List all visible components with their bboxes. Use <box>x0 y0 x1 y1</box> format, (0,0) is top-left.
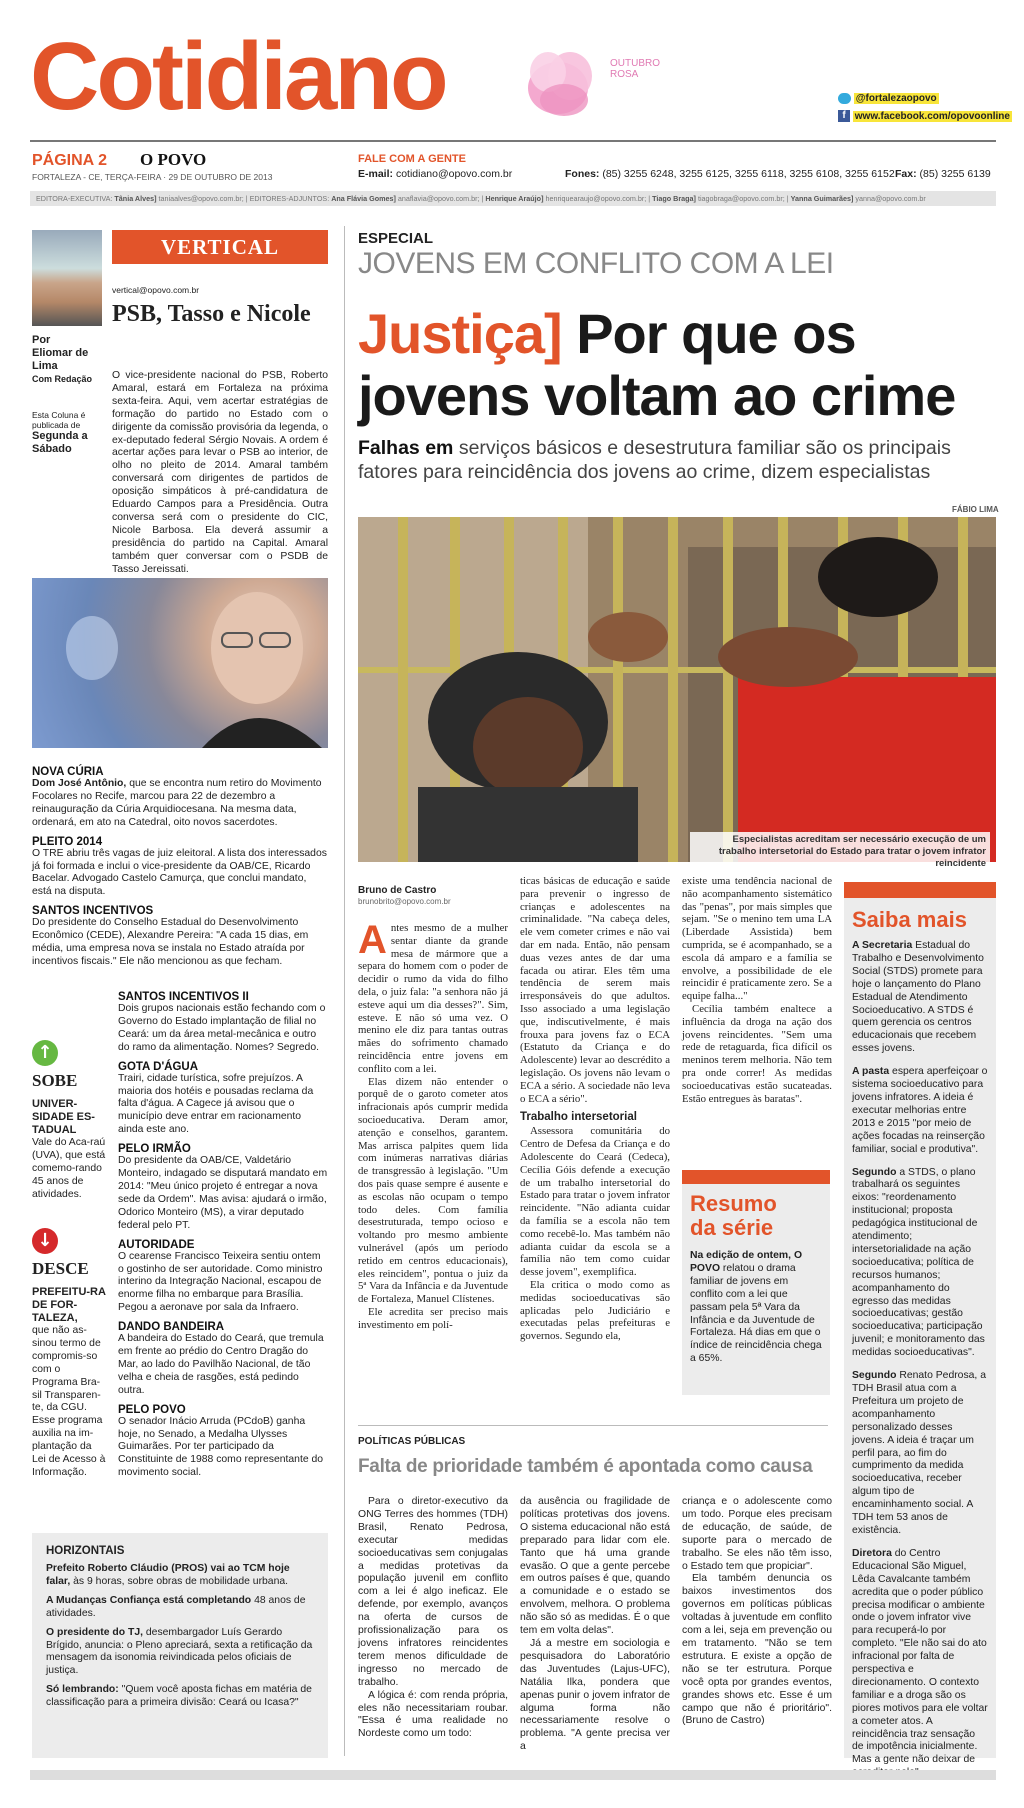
twitter-link[interactable]: @fortalezaopovo <box>838 92 939 106</box>
politicas-col-1: Para o diretor-executivo da ONG Terres des hommes (TDH) Brasil, Renato Pedrosa, executar medidas socioeducativas sem conjugalas a medidas protetivas da população juvenil em conflito com a lei é algo ineficaz. Ele defende, por exemplo, avanços na oferta de cursos de profissionalização para os jovens infratores reincidentes terem menos dificuldade de ingresso no mercado de trabalho. A lógica é: com renda própria, eles não necessitariam roubar. "Essa é uma realidade no Nordeste como um todo: <box>358 1496 508 1740</box>
arrow-up-icon: ↑ <box>32 1040 58 1066</box>
dropcap: A <box>358 918 387 962</box>
bishop-photo <box>32 578 328 748</box>
main-photo <box>358 517 996 862</box>
note-title: NOVA CÚRIA <box>32 766 104 778</box>
vertical-body: O vice-presidente nacional do PSB, Roberto Amaral, estará em Fortaleza na próxima sexta-feira. Aqui, vem acertar estratégias de formação do partido no Estado com o dirigente da comissão provisória da legenda, o ex-deputado federal Sérgio Novais. A ordem é acertar ações para levar o PSB ao interior, de olho no pleito de 2014. Amaral também conversará com dirigentes de partidos de oposição simpáticos à pré-candidatura de Eduardo Campos para a Presidência. Outra conversa será com o presidente do CIC, Nicole Barbosa. Ela deverá assumir a presidência do partido na Capital. Amaral também quer conversar com o PSDB de Tasso Jereissati. <box>112 370 328 575</box>
desce-box: ↓ DESCE PREFEITU-RA DE FOR-TALEZA, que não as-sinou termo de compromis-so com o Programa Bra-sil Transparen-te, da CGU. Esse programa auxilia na im-plantação da Lei de Acesso à Informação. <box>32 1230 106 1478</box>
vertical-email: vertical@opovo.com.br <box>112 285 200 295</box>
contact-fax: Fax: (85) 3255 6139 <box>895 168 991 180</box>
fale-label: FALE COM A GENTE <box>358 153 466 165</box>
article-col-3: existe uma tendência nacional de não acompanhamento sistemático das "penas", por mais simples que sejam. "Se o menino tem uma LA (Liberdade Assistida) bem cumprida, se é acompanhado, se a escola dá amparo e a família se envolve, a possibilidade de ele reincidir é praticamente zero. Se a equipe falha..." Cecília também enaltece a influência da droga na ação dos jovens reincidentes. "Sem uma rede de retaguarda, fica difícil os meninos terem melhoria. Não tem pra onde correr! As medidas socioeducativas estão sucateadas. Estão entregues às baratas". <box>682 875 832 1105</box>
facebook-icon: f <box>838 110 850 122</box>
outubro-rosa-logo <box>518 42 608 126</box>
resumo-box: Resumo da série Na edição de ontem, O POVO relatou o drama familiar de jovens em conflito com a lei que passam pela 5ª Vara da Infância e da Juventude de Fortaleza. Há dias em que o índice de reincidência chega a 65%. <box>682 1170 830 1395</box>
footer-bar <box>30 1770 996 1780</box>
headline: Justiça] Por que os jovens voltam ao crime <box>358 302 956 427</box>
sobe-box: ↑ SOBE UNIVER-SIDADE ES-TADUAL Vale do Aca-raú (UVA), que está comemo-rando 45 anos de atividades. <box>32 1042 106 1200</box>
notes-column: NOVA CÚRIA Dom José Antônio, que se encontra num retiro do Movimento Focolares no Recife, marcou para 22 de dezembro a reinauguração da Cúria Arquidiocesana. Na mesma data, ordenará, em ato na Catedral, oito novos sacerdotes. PLEITO 2014 O TRE abriu três vagas de juiz eleitoral. A lista dos interessados já foi formada e inclui o vice-presidente da OAB/CE, Ricardo Bacelar. Advogado Castelo Camurça, que conclui mandato, está na disputa. SANTOS INCENTIVOS Do presidente do Conselho Estadual do Desenvolvimento Econômico (CEDE), Alexandre Pereira: "A cada 15 dias, em média, uma empresa nova se instala no Estado atraída por incentivos fiscais." Ele não mencionou as que fecham. <box>32 766 327 967</box>
politicas-col-2: da ausência ou fragilidade de políticas protetivas dos jovens. O sistema educacional não está preparado para lidar com ele. Tanto que há uma grande evasão. O que a gente percebe em outros países é que, quando a comunidade e o estado se envolvem, melhora. O problema não são só as medidas. É o que tem em volta delas". Já a mestre em sociologia e pesquisadora do Laboratório das Juventudes (Lajus-UFC), Natália Ilka, pondera que apenas punir o jovem infrator de alguma forma não necessariamente resolve o problema. "A gente precisa ver a <box>520 1496 670 1753</box>
vertical-title: PSB, Tasso e Nicole <box>112 301 311 327</box>
article-col-1: A ntes mesmo de a mulher sentar diante da grande mesa de mármore que a separa do homem com o poder de decidir o rumo da vida do filho dela, o juiz fala: "a senhora não já esteve aqui um dia desses?". Sim, esteve. E não só uma vez. O menino ele diz para tantas outras mães do sofrimento chamado reincidência entre jovens em conflito com a lei. Elas dizem não entender o porquê de o garoto cometer atos infracionais após cumprir medida socioeducativa. Deram amor, atenção e conselhos, garantem. Mas arrisca palpites quem lida com inúmeras narrativas diárias de transgressão à legislação. "Um dos pais quase sempre é ausente e as escolas não ocupam o tempo todo deles. Com família desestruturada, tempo ocioso e voltando pro mesmo ambiente vulnerável (após um período retido em centros educacionais), eles reincidem", pontua o juiz da 5ª Vara da Infância e da Juventude de Fortaleza, Manuel Clístenes. Ele acredita ser preciso mais investimento em polí- <box>358 918 508 1331</box>
note-title: SANTOS INCENTIVOS <box>32 905 154 918</box>
column-schedule: Esta Coluna é publicada de Segunda a Sábado <box>32 410 88 455</box>
politicas-col-3: criança e o adolescente como um todo. Porque eles precisam de educação, de saúde, de suporte para o mercado de trabalho. Se eles não têm isso, o Estado tem que propiciar". Ela também denuncia os baixos investimentos dos governos em políticas públicas voltadas à juventude em conflito com a lei, seja em prevenção ou em tratamento. "Não se tem estrutura. E existe a opção de não se ter estrutura. Porque você opta por grandes eventos, grandes shows etc. Esse é um campo que não é prioritário". (Bruno de Castro) <box>682 1496 832 1727</box>
article-kicker: ESPECIAL <box>358 230 434 247</box>
page-number: PÁGINA 2 <box>32 152 107 169</box>
outubro-rosa-label: OUTUBRO ROSA <box>610 58 660 80</box>
note-title: PLEITO 2014 <box>32 835 103 848</box>
horizontais-box: HORIZONTAIS Prefeito Roberto Cláudio (PROS) vai ao TCM hoje falar, às 9 horas, sobre obras de mobilidade urbana. A Mudanças Confiança está completando 48 anos de atividades. O presidente do TJ, desembargador Luís Gerardo Brígido, anuncia: o Pleno apreciará, sexta a retificação da mensagem da isonomia reivindicada pelos oficiais de justiça. Só lembrando: "Quem você aposta fichas em matéria de classificação para a primeira divisão: Ceará ou Icasa?" <box>32 1533 328 1758</box>
facebook-link[interactable]: f www.facebook.com/opovoonline <box>838 110 1012 124</box>
contact-phones: Fones: (85) 3255 6248, 3255 6125, 3255 6118, 3255 6108, 3255 6152 <box>565 168 895 180</box>
byline-email: brunobrito@opovo.com.br <box>358 897 451 906</box>
page-date: FORTALEZA - CE, TERÇA-FEIRA · 29 DE OUTUBRO DE 2013 <box>32 172 273 182</box>
masthead-title: Cotidiano <box>30 23 446 130</box>
author-byline: Por Eliomar de Lima Com Redação <box>32 334 93 384</box>
paper-name: O POVO <box>140 150 207 169</box>
photo-caption: Especialistas acreditam ser necessário execução de um trabalho intersetorial do Estado para tratar o jovem infrator reincidente <box>690 832 990 872</box>
byline: Bruno de Castro <box>358 885 437 896</box>
author-photo <box>32 230 102 326</box>
contact-email: E-mail: cotidiano@opovo.com.br <box>358 168 513 180</box>
politicas-title: Falta de prioridade também é apontada como causa <box>358 1456 813 1477</box>
article-col-2: ticas básicas de educação e saúde para prevenir o ingresso de crianças e adolescentes na criminalidade. "Na cabeça deles, ele vem cometer crimes e não vai dar em nada. Então, não pensam duas vezes antes de dar uma facada ou atirar. Eles têm uma tendência de serem mais irresponsáveis do que adultos. Isso associado a uma legislação que, indiscutivelmente, é mais frouxa para jovens faz o ECA (Estatuto da Criança e do Adolescente) levar ao descrédito a legislação. Os jovens não levam o ECA a sério. A sociedade não leva o ECA a sério". Trabalho intersetorial Assessora comunitária do Centro de Defesa da Criança e do Adolescente do Ceará (Cedeca), Cecília Góis defende a execução de um trabalho intersetorial do Estado para tratar o jovem infrator reincidente. "Não adianta cuidar da família se a escola não tem como recebê-lo. Mas também não adianta cuidar da escola se a família não tem como cuidar desse jovem", exemplifica. Ela critica o modo como as medidas socioeducativas são aplicadas pelo Judiciário e executadas pelas prefeituras e governos. Segundo ela, <box>520 875 670 1343</box>
article-series: JOVENS EM CONFLITO COM A LEI <box>358 247 834 280</box>
arrow-down-icon: ↓ <box>32 1228 58 1254</box>
photo-credit: FÁBIO LIMA <box>952 505 999 514</box>
saiba-box: Saiba mais A Secretaria Estadual do Trabalho e Desenvolvimento Social (STDS) promete para hoje o lançamento do Plano Estadual de Atendimento Socioeducativo. A STDS é quem gerencia os centros educacionais que recebem esses jovens. A pasta espera aperfeiçoar o sistema socioeducativo para jovens infratores. A ideia é executar melhorias entre 2013 e 2015 "por meio de ações focadas na reinserção familiar, social e produtiva". Segundo a STDS, o plano trabalhará os seguintes eixos: "reordenamento institucional; proposta pedagógica institucional de atendimento; intersetorialidade na ação socioeducativa; política de recursos humanos; acompanhamento do egresso das medidas socioeducativas; gestão socioeducativa; participação juvenil; e monitoramento das medidas socioeducativas". Segundo Renato Pedrosa, a TDH Brasil atua com a Prefeitura um projeto de acompanhamento personalizado desses jovens. A ideia é traçar um perfil para, ao fim do cumprimento da medida socioeducativa, receber algum tipo de encaminhamento social. A TDH tem 53 anos de existência. Diretora do Centro Educacional São Miguel, Lêda Cavalcante também acredita que o poder público precisa modificar o ambiente onde o jovem infrator vive para recuperá-lo por completo. "Ele não sai do ato infracional por falta de perspectiva e direcionamento. O contexto familiar e a droga são os piores motivos para ele voltar a cometer atos. A reincidência traz sensação de impotência inicialmente. Mas a gente não deixar de <box>844 882 996 1758</box>
twitter-icon <box>838 93 851 104</box>
notes-column-2: SANTOS INCENTIVOS II Dois grupos nacionais estão fechando com o Governo do Estado implantação de filial no Ceará: um da área metal-mecânica e outro do ramo da alimentação. Nomes? Segredo. GOTA D'ÁGUA Trairi, cidade turística, sofre prejuízos. A maioria dos hotéis e pousadas reclama da falta d'água. A Cagece já avisou que o município deve entrar em racionamento ainda este ano. PELO IRMÃO Do presidente da OAB/CE, Valdetário Monteiro, indagado se disputará mandato em 2014: "Meu único projeto é entregar a nova sede da Ordem". Mas avisa: ajudará o irmão, Odorico Monteiro (MS), a virar deputado federal pelo PT. AUTORIDADE O cearense Francisco Teixeira sentiu ontem o gostinho de ser autoridade. Como ministro interino da Integração Nacional, escapou de enorme filha no embarque para Brasília. Pegou a aeronave por sala da Infraero. DANDO BANDEIRA A bandeira do Estado do Ceará, que tremula em frente ao prédio do Centro Dragão do Mar, ao lado do Pavilhão Nacional, de tão velha e cheia de rasgões, está pedindo outra. PELO POVO O senador Inácio Arruda (PCdoB) ganha hoje, no Senado, a Medalha Ulysses Guimarães. Por ter participado da Constituinte de 1988 como representante do movimento social. <box>118 991 328 1479</box>
politicas-kicker: POLÍTICAS PÚBLICAS <box>358 1436 466 1447</box>
vertical-label: VERTICAL <box>112 230 328 264</box>
deck: Falhas em serviços básicos e desestrutura familiar são os principais fatores para reincidência dos jovens ao crime, dizem especialistas <box>358 437 951 483</box>
editors-bar: EDITORA-EXECUTIVA: Tânia Alves] taniaalves@opovo.com.br; | EDITORES-ADJUNTOS: Ana Flávia Gomes] anaflavia@opovo.com.br; | Henrique Araújo] henriquearaujo@opovo.com.br; | Tiago Braga] tiagobraga@opovo.com.br; | Yanna Guimarães] yanna@opovo.com.br <box>30 191 996 206</box>
